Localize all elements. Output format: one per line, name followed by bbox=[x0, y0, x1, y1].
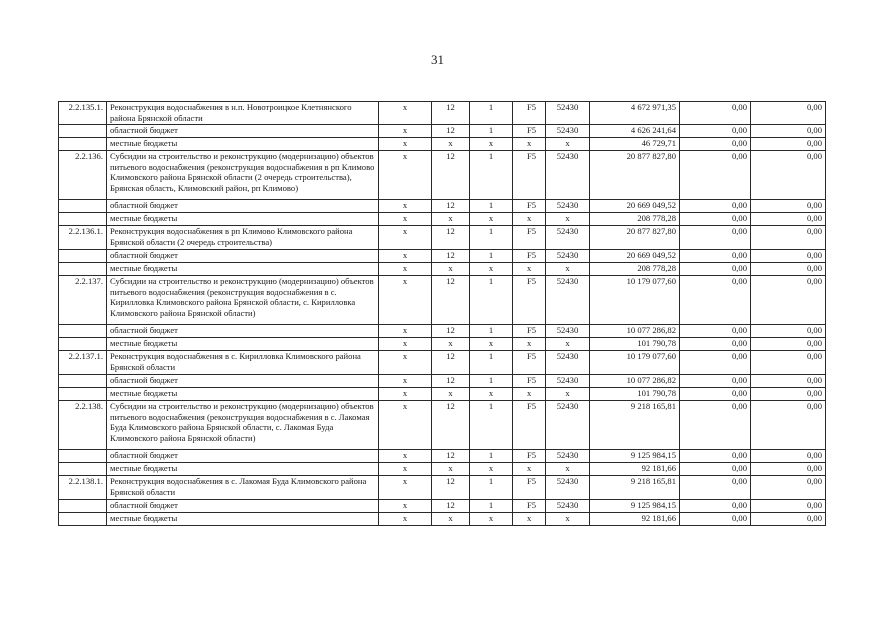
row-program: F5 bbox=[513, 276, 546, 325]
row-program: х bbox=[513, 513, 546, 526]
row-description: Субсидии на строительство и реконструкцию (модернизацию) объектов питьевого водоснабжения (реконструкция водоснабжения в с. Лакомая Буда Климовского района Брянской области, с. Лакомая Буда Климовского района Брянской области) bbox=[107, 401, 379, 450]
row-section: х bbox=[432, 513, 470, 526]
row-program: х bbox=[513, 463, 546, 476]
row-amount-3: 0,00 bbox=[751, 500, 826, 513]
row-subsection: 1 bbox=[470, 476, 513, 500]
row-amount-1: 10 179 077,60 bbox=[590, 351, 680, 375]
row-amount-2: 0,00 bbox=[680, 338, 751, 351]
row-amount-1: 101 790,78 bbox=[590, 338, 680, 351]
row-chapter: х bbox=[379, 351, 432, 375]
row-amount-2: 0,00 bbox=[680, 226, 751, 250]
row-description: областной бюджет bbox=[107, 200, 379, 213]
row-amount-3: 0,00 bbox=[751, 476, 826, 500]
row-code: 2.2.136. bbox=[59, 151, 107, 200]
row-description: Реконструкция водоснабжения в с. Кирилловка Климовского района Брянской области bbox=[107, 351, 379, 375]
row-amount-1: 208 778,28 bbox=[590, 263, 680, 276]
row-amount-3: 0,00 bbox=[751, 513, 826, 526]
row-subsection: 1 bbox=[470, 125, 513, 138]
row-chapter: х bbox=[379, 263, 432, 276]
table-row bbox=[59, 476, 826, 500]
table-body bbox=[59, 102, 826, 526]
row-subsection: х bbox=[470, 213, 513, 226]
row-program: х bbox=[513, 388, 546, 401]
row-chapter: х bbox=[379, 151, 432, 200]
row-subsection: 1 bbox=[470, 250, 513, 263]
row-amount-1: 46 729,71 bbox=[590, 138, 680, 151]
row-description: Субсидии на строительство и реконструкцию (модернизацию) объектов питьевого водоснабжения (реконструкция водоснабжения в с. Кирилловка Климовского района Брянской области, с. Кирилловка Климовского района Брянской области) bbox=[107, 276, 379, 325]
row-code: 2.2.137.1. bbox=[59, 351, 107, 375]
row-chapter: х bbox=[379, 450, 432, 463]
row-direction: 52430 bbox=[546, 200, 590, 213]
row-direction: 52430 bbox=[546, 450, 590, 463]
row-description: Субсидии на строительство и реконструкцию (модернизацию) объектов питьевого водоснабжения (реконструкция водоснабжения в рп Климово Климовского района Брянской области (2 очередь строительства), Брянская область, Климовский район, рп Климово) bbox=[107, 151, 379, 200]
row-subsection: х bbox=[470, 513, 513, 526]
row-program: F5 bbox=[513, 351, 546, 375]
row-chapter: х bbox=[379, 325, 432, 338]
row-program: F5 bbox=[513, 125, 546, 138]
table-row bbox=[59, 213, 826, 226]
row-amount-3: 0,00 bbox=[751, 250, 826, 263]
table-row bbox=[59, 226, 826, 250]
row-section: х bbox=[432, 213, 470, 226]
row-chapter: х bbox=[379, 476, 432, 500]
row-section: 12 bbox=[432, 450, 470, 463]
row-amount-2: 0,00 bbox=[680, 151, 751, 200]
row-direction: х bbox=[546, 138, 590, 151]
table-row bbox=[59, 276, 826, 325]
row-section: 12 bbox=[432, 200, 470, 213]
row-amount-1: 92 181,66 bbox=[590, 513, 680, 526]
row-amount-2: 0,00 bbox=[680, 200, 751, 213]
row-description: Реконструкция водоснабжения в с. Лакомая Буда Климовского района Брянской области bbox=[107, 476, 379, 500]
row-chapter: х bbox=[379, 125, 432, 138]
row-amount-1: 4 672 971,35 bbox=[590, 102, 680, 125]
row-direction: х bbox=[546, 338, 590, 351]
row-section: 12 bbox=[432, 500, 470, 513]
row-section: х bbox=[432, 388, 470, 401]
row-description: областной бюджет bbox=[107, 325, 379, 338]
row-direction: 52430 bbox=[546, 102, 590, 125]
row-amount-1: 101 790,78 bbox=[590, 388, 680, 401]
row-amount-1: 4 626 241,64 bbox=[590, 125, 680, 138]
table-row bbox=[59, 125, 826, 138]
row-amount-2: 0,00 bbox=[680, 276, 751, 325]
row-amount-3: 0,00 bbox=[751, 338, 826, 351]
row-chapter: х bbox=[379, 200, 432, 213]
row-subsection: 1 bbox=[470, 276, 513, 325]
row-program: F5 bbox=[513, 401, 546, 450]
row-description: областной бюджет bbox=[107, 375, 379, 388]
row-amount-1: 9 218 165,81 bbox=[590, 476, 680, 500]
row-subsection: 1 bbox=[470, 200, 513, 213]
row-amount-3: 0,00 bbox=[751, 388, 826, 401]
row-direction: 52430 bbox=[546, 401, 590, 450]
row-program: F5 bbox=[513, 500, 546, 513]
row-code bbox=[59, 250, 107, 263]
row-direction: 52430 bbox=[546, 351, 590, 375]
row-section: 12 bbox=[432, 102, 470, 125]
row-amount-1: 10 179 077,60 bbox=[590, 276, 680, 325]
row-direction: х bbox=[546, 388, 590, 401]
row-program: F5 bbox=[513, 450, 546, 463]
row-program: F5 bbox=[513, 102, 546, 125]
page-number: 31 bbox=[431, 52, 444, 67]
table-row bbox=[59, 500, 826, 513]
row-amount-3: 0,00 bbox=[751, 213, 826, 226]
row-code bbox=[59, 500, 107, 513]
table-row bbox=[59, 102, 826, 125]
row-amount-3: 0,00 bbox=[751, 401, 826, 450]
row-subsection: 1 bbox=[470, 401, 513, 450]
row-amount-2: 0,00 bbox=[680, 125, 751, 138]
row-code bbox=[59, 200, 107, 213]
row-chapter: х bbox=[379, 250, 432, 263]
row-amount-1: 208 778,28 bbox=[590, 213, 680, 226]
row-amount-3: 0,00 bbox=[751, 138, 826, 151]
row-subsection: х bbox=[470, 138, 513, 151]
row-section: х bbox=[432, 263, 470, 276]
row-amount-3: 0,00 bbox=[751, 102, 826, 125]
row-amount-2: 0,00 bbox=[680, 325, 751, 338]
row-amount-1: 20 877 827,80 bbox=[590, 151, 680, 200]
row-description: областной бюджет bbox=[107, 125, 379, 138]
row-chapter: х bbox=[379, 276, 432, 325]
row-subsection: х bbox=[470, 263, 513, 276]
row-section: 12 bbox=[432, 476, 470, 500]
row-description: местные бюджеты bbox=[107, 138, 379, 151]
table-row bbox=[59, 325, 826, 338]
row-chapter: х bbox=[379, 102, 432, 125]
table-row bbox=[59, 375, 826, 388]
row-description: Реконструкция водоснабжения в рп Климово Климовского района Брянской области (2 очередь строительства) bbox=[107, 226, 379, 250]
row-chapter: х bbox=[379, 500, 432, 513]
row-amount-2: 0,00 bbox=[680, 263, 751, 276]
row-program: F5 bbox=[513, 250, 546, 263]
row-section: 12 bbox=[432, 226, 470, 250]
row-description: местные бюджеты bbox=[107, 388, 379, 401]
row-description: областной бюджет bbox=[107, 450, 379, 463]
row-program: х bbox=[513, 213, 546, 226]
row-direction: 52430 bbox=[546, 125, 590, 138]
row-subsection: 1 bbox=[470, 450, 513, 463]
row-direction: 52430 bbox=[546, 250, 590, 263]
table-row bbox=[59, 388, 826, 401]
row-amount-2: 0,00 bbox=[680, 401, 751, 450]
row-amount-3: 0,00 bbox=[751, 463, 826, 476]
row-code bbox=[59, 450, 107, 463]
row-amount-2: 0,00 bbox=[680, 102, 751, 125]
row-amount-1: 10 077 286,82 bbox=[590, 325, 680, 338]
row-amount-2: 0,00 bbox=[680, 375, 751, 388]
row-amount-1: 9 218 165,81 bbox=[590, 401, 680, 450]
row-amount-2: 0,00 bbox=[680, 213, 751, 226]
row-amount-2: 0,00 bbox=[680, 476, 751, 500]
row-direction: х bbox=[546, 213, 590, 226]
table-row bbox=[59, 250, 826, 263]
row-subsection: 1 bbox=[470, 500, 513, 513]
table-row bbox=[59, 338, 826, 351]
row-chapter: х bbox=[379, 375, 432, 388]
row-description: Реконструкция водоснабжения в н.п. Новотроицкое Клетнянского района Брянской области bbox=[107, 102, 379, 125]
row-amount-3: 0,00 bbox=[751, 200, 826, 213]
row-amount-1: 20 669 049,52 bbox=[590, 250, 680, 263]
row-amount-1: 20 877 827,80 bbox=[590, 226, 680, 250]
row-code: 2.2.138.1. bbox=[59, 476, 107, 500]
row-amount-1: 92 181,66 bbox=[590, 463, 680, 476]
row-amount-3: 0,00 bbox=[751, 151, 826, 200]
row-chapter: х bbox=[379, 138, 432, 151]
row-description: местные бюджеты bbox=[107, 213, 379, 226]
row-amount-1: 20 669 049,52 bbox=[590, 200, 680, 213]
row-amount-3: 0,00 bbox=[751, 351, 826, 375]
row-subsection: 1 bbox=[470, 325, 513, 338]
row-description: областной бюджет bbox=[107, 250, 379, 263]
row-amount-2: 0,00 bbox=[680, 138, 751, 151]
row-amount-2: 0,00 bbox=[680, 500, 751, 513]
row-code bbox=[59, 513, 107, 526]
row-code bbox=[59, 138, 107, 151]
row-description: областной бюджет bbox=[107, 500, 379, 513]
row-amount-3: 0,00 bbox=[751, 125, 826, 138]
row-amount-1: 9 125 984,15 bbox=[590, 450, 680, 463]
row-amount-3: 0,00 bbox=[751, 450, 826, 463]
table-row bbox=[59, 450, 826, 463]
row-direction: 52430 bbox=[546, 151, 590, 200]
row-code bbox=[59, 463, 107, 476]
table-row bbox=[59, 351, 826, 375]
row-chapter: х bbox=[379, 401, 432, 450]
row-section: 12 bbox=[432, 325, 470, 338]
row-direction: 52430 bbox=[546, 375, 590, 388]
row-subsection: 1 bbox=[470, 375, 513, 388]
row-direction: х bbox=[546, 513, 590, 526]
row-program: F5 bbox=[513, 375, 546, 388]
row-code bbox=[59, 375, 107, 388]
row-section: 12 bbox=[432, 276, 470, 325]
table-row bbox=[59, 200, 826, 213]
row-chapter: х bbox=[379, 213, 432, 226]
row-subsection: 1 bbox=[470, 351, 513, 375]
row-chapter: х bbox=[379, 463, 432, 476]
row-program: F5 bbox=[513, 476, 546, 500]
row-amount-2: 0,00 bbox=[680, 388, 751, 401]
row-amount-3: 0,00 bbox=[751, 276, 826, 325]
row-program: F5 bbox=[513, 200, 546, 213]
row-direction: 52430 bbox=[546, 476, 590, 500]
table-row bbox=[59, 463, 826, 476]
row-program: F5 bbox=[513, 151, 546, 200]
row-section: 12 bbox=[432, 125, 470, 138]
row-subsection: х bbox=[470, 388, 513, 401]
row-direction: 52430 bbox=[546, 325, 590, 338]
row-code: 2.2.135.1. bbox=[59, 102, 107, 125]
row-amount-2: 0,00 bbox=[680, 513, 751, 526]
row-code: 2.2.138. bbox=[59, 401, 107, 450]
row-subsection: 1 bbox=[470, 226, 513, 250]
row-subsection: х bbox=[470, 463, 513, 476]
row-description: местные бюджеты bbox=[107, 263, 379, 276]
row-section: х bbox=[432, 338, 470, 351]
row-section: 12 bbox=[432, 250, 470, 263]
table-row bbox=[59, 513, 826, 526]
row-code: 2.2.136.1. bbox=[59, 226, 107, 250]
row-code bbox=[59, 213, 107, 226]
row-subsection: х bbox=[470, 338, 513, 351]
row-description: местные бюджеты bbox=[107, 513, 379, 526]
row-program: F5 bbox=[513, 325, 546, 338]
row-section: х bbox=[432, 463, 470, 476]
row-amount-3: 0,00 bbox=[751, 226, 826, 250]
row-direction: 52430 bbox=[546, 500, 590, 513]
row-amount-2: 0,00 bbox=[680, 450, 751, 463]
row-code: 2.2.137. bbox=[59, 276, 107, 325]
budget-table bbox=[58, 101, 826, 526]
row-subsection: 1 bbox=[470, 151, 513, 200]
row-program: х bbox=[513, 263, 546, 276]
row-code bbox=[59, 388, 107, 401]
row-amount-1: 10 077 286,82 bbox=[590, 375, 680, 388]
row-code bbox=[59, 263, 107, 276]
row-direction: 52430 bbox=[546, 276, 590, 325]
row-description: местные бюджеты bbox=[107, 338, 379, 351]
row-section: х bbox=[432, 138, 470, 151]
table-row bbox=[59, 263, 826, 276]
row-direction: х bbox=[546, 263, 590, 276]
table-row bbox=[59, 151, 826, 200]
row-code bbox=[59, 125, 107, 138]
row-section: 12 bbox=[432, 151, 470, 200]
row-description: местные бюджеты bbox=[107, 463, 379, 476]
row-amount-3: 0,00 bbox=[751, 325, 826, 338]
row-amount-3: 0,00 bbox=[751, 375, 826, 388]
row-code bbox=[59, 325, 107, 338]
row-code bbox=[59, 338, 107, 351]
row-section: 12 bbox=[432, 375, 470, 388]
row-chapter: х bbox=[379, 388, 432, 401]
row-direction: х bbox=[546, 463, 590, 476]
row-amount-2: 0,00 bbox=[680, 351, 751, 375]
row-chapter: х bbox=[379, 338, 432, 351]
row-amount-2: 0,00 bbox=[680, 463, 751, 476]
row-chapter: х bbox=[379, 226, 432, 250]
row-subsection: 1 bbox=[470, 102, 513, 125]
row-program: х bbox=[513, 138, 546, 151]
row-chapter: х bbox=[379, 513, 432, 526]
row-section: 12 bbox=[432, 351, 470, 375]
row-direction: 52430 bbox=[546, 226, 590, 250]
row-program: F5 bbox=[513, 226, 546, 250]
table-row bbox=[59, 138, 826, 151]
table-row bbox=[59, 401, 826, 450]
row-section: 12 bbox=[432, 401, 470, 450]
row-amount-2: 0,00 bbox=[680, 250, 751, 263]
row-program: х bbox=[513, 338, 546, 351]
row-amount-1: 9 125 984,15 bbox=[590, 500, 680, 513]
row-amount-3: 0,00 bbox=[751, 263, 826, 276]
